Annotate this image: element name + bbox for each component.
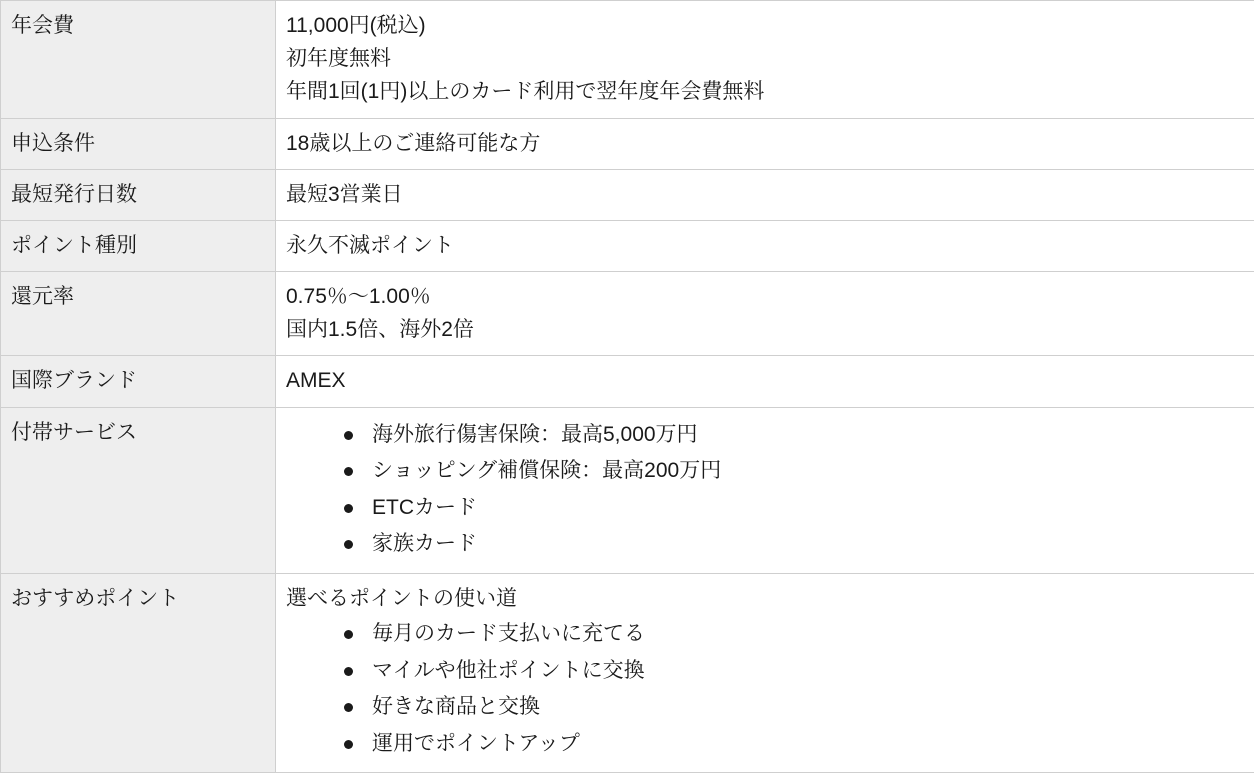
value-line: 11,000円(税込) [286, 9, 1244, 42]
value-line: 永久不滅ポイント [286, 229, 1244, 262]
value-line: 18歳以上のご連絡可能な方 [286, 127, 1244, 160]
bullet-list [286, 617, 1244, 760]
row-label: ポイント種別 [1, 220, 276, 271]
row-value [276, 118, 1254, 169]
table-row [1, 356, 1254, 407]
table-row [1, 407, 1254, 573]
list-item: 毎月のカード支払いに充てる [344, 617, 1244, 651]
row-label: 付帯サービス [1, 407, 276, 573]
list-item: 好きな商品と交換 [344, 690, 1244, 724]
table-row [1, 1, 1254, 119]
list-item: マイルや他社ポイントに交換 [344, 654, 1244, 688]
row-value [276, 573, 1254, 773]
row-value [276, 407, 1254, 573]
list-item: ETCカード [344, 491, 1244, 525]
value-line: 0.75％〜1.00％ [286, 280, 1244, 313]
row-label: おすすめポイント [1, 573, 276, 773]
row-value [276, 356, 1254, 407]
row-label: 国際ブランド [1, 356, 276, 407]
value-line: 国内1.5倍、海外2倍 [286, 313, 1244, 346]
table-row [1, 220, 1254, 271]
table-row [1, 118, 1254, 169]
row-value [276, 272, 1254, 356]
bullet-list [286, 418, 1244, 561]
row-label: 還元率 [1, 272, 276, 356]
value-line: 年間1回(1円)以上のカード利用で翌年度年会費無料 [286, 75, 1244, 108]
row-value [276, 220, 1254, 271]
value-line: 選べるポイントの使い道 [286, 582, 1244, 615]
value-line: AMEX [286, 364, 1244, 397]
list-item: 家族カード [344, 527, 1244, 561]
table-row [1, 272, 1254, 356]
row-label: 最短発行日数 [1, 169, 276, 220]
table-row [1, 169, 1254, 220]
spec-table-body [1, 1, 1254, 773]
value-line: 最短3営業日 [286, 178, 1244, 211]
table-row [1, 573, 1254, 773]
row-label: 申込条件 [1, 118, 276, 169]
list-item: 運用でポイントアップ [344, 727, 1244, 761]
list-item: 海外旅行傷害保険：最高5,000万円 [344, 418, 1244, 452]
row-value [276, 169, 1254, 220]
list-item: ショッピング補償保険：最高200万円 [344, 454, 1244, 488]
value-line: 初年度無料 [286, 42, 1244, 75]
row-value [276, 1, 1254, 119]
row-label: 年会費 [1, 1, 276, 119]
